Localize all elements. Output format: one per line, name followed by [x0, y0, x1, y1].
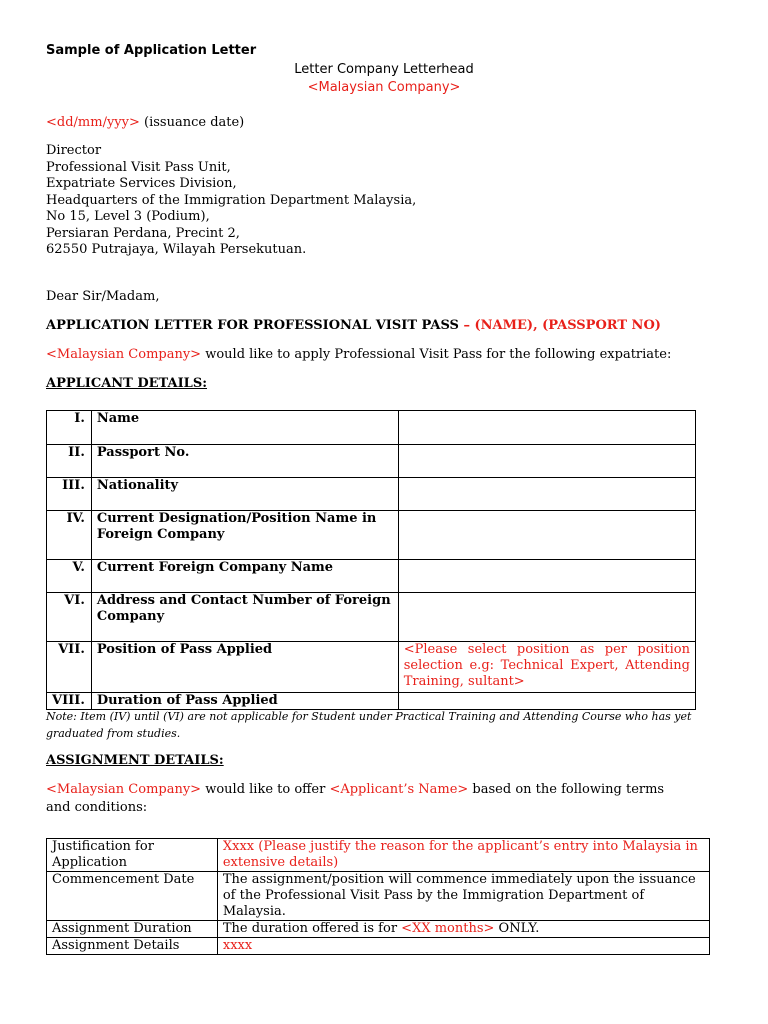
subject-placeholder: – (NAME), (PASSPORT NO) — [458, 318, 661, 333]
duration-suffix: ONLY. — [494, 921, 540, 936]
offer-paragraph — [46, 781, 686, 817]
row-number: VIII. — [47, 693, 92, 710]
offer-text: would like to offer — [201, 782, 330, 797]
address-line: Headquarters of the Immigration Department Malaysia, — [46, 192, 417, 208]
row-number: IV. — [47, 511, 92, 560]
table-row — [47, 478, 696, 511]
table-row — [47, 839, 710, 872]
row-label: Current Foreign Company Name — [91, 560, 398, 593]
applicant-details-heading: APPLICANT DETAILS: — [46, 376, 208, 391]
table-row — [47, 411, 696, 445]
table-row — [47, 445, 696, 478]
row-number: VI. — [47, 593, 92, 642]
row-value-field[interactable] — [398, 593, 695, 642]
row-value-field[interactable] — [398, 478, 695, 511]
date-placeholder: <dd/mm/yyy> — [46, 115, 140, 130]
issuance-date — [46, 114, 244, 131]
table-row — [47, 642, 696, 693]
offer-company: <Malaysian Company> — [46, 782, 202, 797]
offer-applicant: <Applicant’s Name> — [329, 782, 469, 797]
row-value-field[interactable] — [398, 560, 695, 593]
subject-text: APPLICATION LETTER FOR PROFESSIONAL VISIT PASS — [46, 318, 459, 333]
duration-value — [217, 921, 709, 938]
date-suffix: (issuance date) — [139, 115, 245, 130]
intro-text: would like to apply Professional Visit Pass for the following expatriate: — [201, 347, 672, 362]
salutation: Dear Sir/Madam, — [46, 289, 160, 304]
address-line: No 15, Level 3 (Podium), — [46, 209, 210, 224]
justification-field[interactable]: Xxxx (Please justify the reason for the applicant’s entry into Malaysia in extensive details) — [217, 839, 709, 872]
address-line: 62550 Putrajaya, Wilayah Persekutuan. — [46, 242, 307, 257]
applicant-details-table — [46, 410, 696, 710]
row-value-field[interactable] — [398, 445, 695, 478]
table-row — [47, 593, 696, 642]
subject-line — [46, 317, 661, 334]
row-value-field[interactable] — [398, 511, 695, 560]
justification-label: Justification for Application — [47, 839, 218, 872]
address-line: Persiaran Perdana, Precint 2, — [46, 225, 240, 241]
row-label: Address and Contact Number of Foreign Company — [91, 593, 398, 642]
address-line: Expatriate Services Division, — [46, 176, 237, 191]
letterhead-company: <Malaysian Company> — [307, 80, 461, 95]
row-number: II. — [47, 445, 92, 478]
table-row — [47, 938, 710, 955]
row-value-field[interactable] — [398, 411, 695, 445]
table-row — [47, 693, 696, 710]
position-selection-field[interactable]: <Please select position as per position selection e.g: Technical Expert, Attending Training, sultant> — [398, 642, 695, 693]
assignment-details-heading: ASSIGNMENT DETAILS: — [46, 753, 224, 768]
details-label: Assignment Details — [47, 938, 218, 955]
assignment-details-table — [46, 838, 710, 955]
row-number: I. — [47, 411, 92, 445]
sample-title: Sample of Application Letter — [46, 43, 257, 58]
recipient-address — [46, 143, 416, 259]
table-row — [47, 560, 696, 593]
duration-label: Assignment Duration — [47, 921, 218, 938]
row-number: V. — [47, 560, 92, 593]
details-field[interactable]: xxxx — [217, 938, 709, 955]
letterhead-label: Letter Company Letterhead — [294, 62, 474, 77]
intro-paragraph — [46, 346, 671, 363]
commencement-value: The assignment/position will commence immediately upon the issuance of the Professional Visit Pass by the Immigration Department of Malaysia. — [217, 872, 709, 921]
offer-text-end: based on the following terms and conditions: — [46, 782, 665, 815]
row-label: Passport No. — [91, 445, 398, 478]
table-note: Note: Item (IV) until (VI) are not applicable for Student under Practical Training and Attending Course who has yet graduated from studies. — [46, 710, 692, 740]
address-line: Director — [46, 143, 102, 158]
address-line: Professional Visit Pass Unit, — [46, 159, 231, 175]
table-row — [47, 872, 710, 921]
row-label: Duration of Pass Applied — [91, 693, 398, 710]
row-value-field[interactable] — [398, 693, 695, 710]
row-label: Nationality — [91, 478, 398, 511]
row-label: Current Designation/Position Name in Foreign Company — [91, 511, 398, 560]
row-label: Name — [91, 411, 398, 445]
table-row — [47, 921, 710, 938]
duration-prefix: The duration offered is for — [222, 921, 402, 936]
table-row — [47, 511, 696, 560]
row-label: Position of Pass Applied — [91, 642, 398, 693]
commencement-label: Commencement Date — [47, 872, 218, 921]
row-number: III. — [47, 478, 92, 511]
intro-company: <Malaysian Company> — [46, 347, 202, 362]
row-number: VII. — [47, 642, 92, 693]
duration-placeholder[interactable]: <XX months> — [401, 921, 495, 936]
